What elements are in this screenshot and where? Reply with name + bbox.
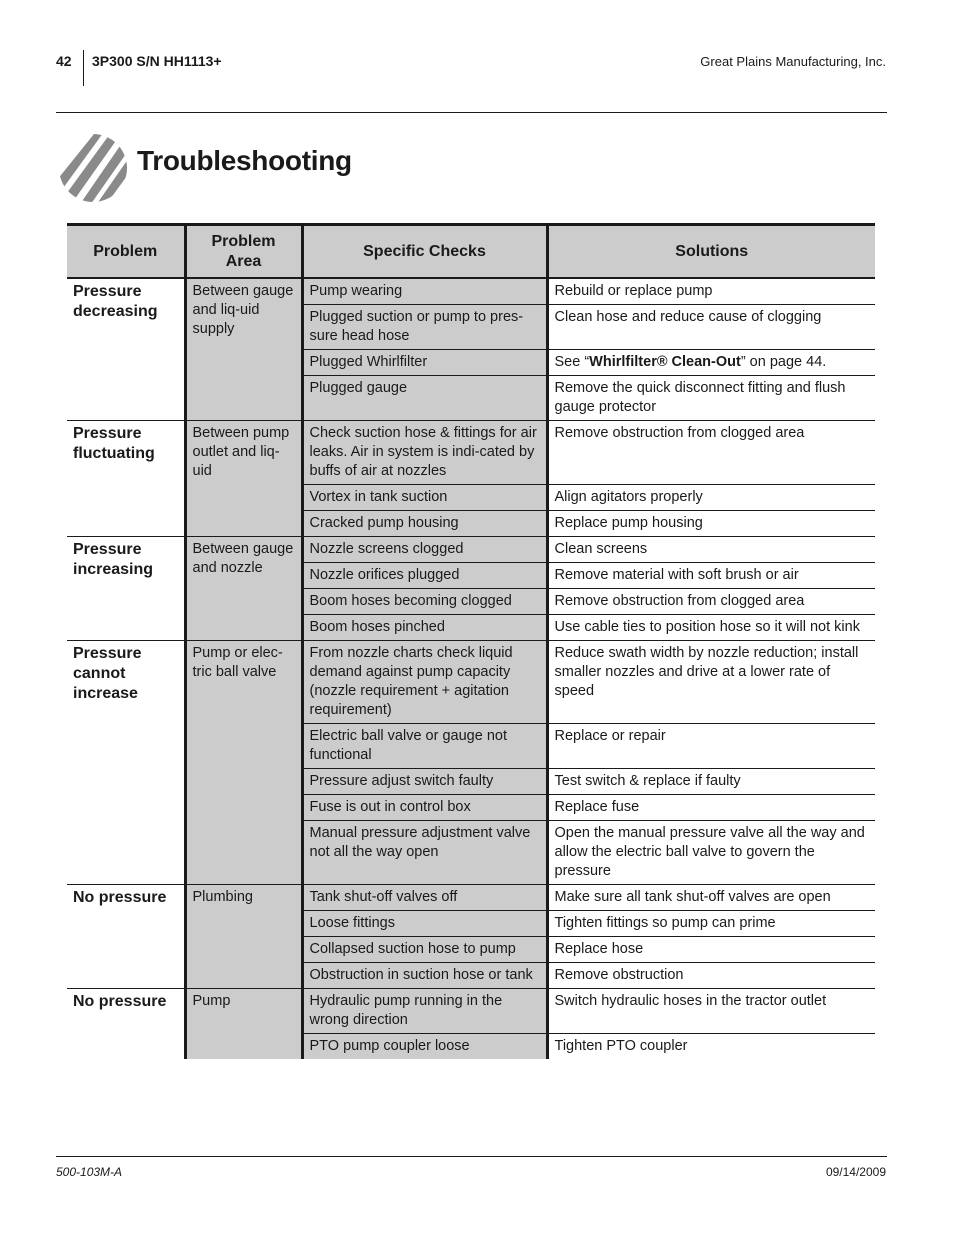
header-rule <box>56 112 887 113</box>
specific-check-cell: Cracked pump housing <box>302 511 547 537</box>
table-row <box>67 537 875 563</box>
specific-check-cell: Plugged gauge <box>302 376 547 421</box>
problem-area-cell: Between pump outlet and liq-uid <box>185 421 302 537</box>
page-number: 42 <box>56 53 72 69</box>
solution-cell: Rebuild or replace pump <box>547 278 875 305</box>
specific-check-cell: Tank shut-off valves off <box>302 885 547 911</box>
specific-check-cell: Fuse is out in control box <box>302 795 547 821</box>
table-row <box>67 641 875 724</box>
col-header-problem: Problem <box>67 225 185 279</box>
problem-cell: Pressure increasing <box>67 537 185 641</box>
solution-cell: Replace hose <box>547 937 875 963</box>
table-header-row <box>67 225 875 279</box>
company-name: Great Plains Manufacturing, Inc. <box>700 54 886 69</box>
specific-check-cell: Collapsed suction hose to pump <box>302 937 547 963</box>
table-row <box>67 278 875 305</box>
problem-cell: No pressure <box>67 885 185 989</box>
problem-cell: Pressure decreasing <box>67 278 185 421</box>
solution-cell: Align agitators properly <box>547 485 875 511</box>
specific-check-cell: Plugged suction or pump to pres-sure head hose <box>302 305 547 350</box>
problem-cell: Pressure fluctuating <box>67 421 185 537</box>
great-plains-stripes-logo-icon <box>58 133 128 203</box>
page-title: Troubleshooting <box>137 145 352 176</box>
solution-cell: Make sure all tank shut-off valves are open <box>547 885 875 911</box>
solution-cell: Remove obstruction <box>547 963 875 989</box>
problem-area-cell: Plumbing <box>185 885 302 989</box>
solution-cell: Test switch & replace if faulty <box>547 769 875 795</box>
model-label: 3P300 S/N HH1113+ <box>92 53 222 69</box>
specific-check-cell: Check suction hose & fittings for air leaks. Air in system is indi-cated by buffs of air at nozzles <box>302 421 547 485</box>
solution-cell: Replace pump housing <box>547 511 875 537</box>
problem-area-cell: Between gauge and nozzle <box>185 537 302 641</box>
troubleshooting-table <box>67 223 875 1059</box>
solution-cell: Remove the quick disconnect fitting and flush gauge protector <box>547 376 875 421</box>
problem-cell: No pressure <box>67 989 185 1060</box>
solution-cell: Clean hose and reduce cause of clogging <box>547 305 875 350</box>
problem-cell: Pressure cannot increase <box>67 641 185 885</box>
specific-check-cell: From nozzle charts check liquid demand against pump capacity (nozzle requirement + agitation requirement) <box>302 641 547 724</box>
footer-date: 09/14/2009 <box>825 1165 886 1179</box>
footer-rule <box>56 1156 887 1157</box>
solution-cell: Clean screens <box>547 537 875 563</box>
solution-cell: Replace or repair <box>547 724 875 769</box>
table-row <box>67 989 875 1034</box>
solution-cell: Switch hydraulic hoses in the tractor outlet <box>547 989 875 1034</box>
specific-check-cell: Vortex in tank suction <box>302 485 547 511</box>
solution-cell: Remove obstruction from clogged area <box>547 421 875 485</box>
solution-cell <box>547 350 875 376</box>
specific-check-cell: Pump wearing <box>302 278 547 305</box>
specific-check-cell: Boom hoses pinched <box>302 615 547 641</box>
table-row <box>67 885 875 911</box>
problem-area-cell: Pump or elec-tric ball valve <box>185 641 302 885</box>
solution-cell: Remove material with soft brush or air <box>547 563 875 589</box>
specific-check-cell: PTO pump coupler loose <box>302 1034 547 1060</box>
solution-text: ” on page 44. <box>740 354 827 370</box>
problem-area-cell: Between gauge and liq-uid supply <box>185 278 302 421</box>
specific-check-cell: Loose fittings <box>302 911 547 937</box>
solution-cell: Tighten PTO coupler <box>547 1034 875 1060</box>
specific-check-cell: Nozzle orifices plugged <box>302 563 547 589</box>
header-divider <box>83 50 84 86</box>
solution-cell: Replace fuse <box>547 795 875 821</box>
cross-reference-link: Whirlfilter® Clean-Out <box>589 354 741 370</box>
specific-check-cell: Electric ball valve or gauge not functional <box>302 724 547 769</box>
solution-cell: Reduce swath width by nozzle reduction; install smaller nozzles and drive at a lower rate of speed <box>547 641 875 724</box>
solution-text: See “ <box>554 354 590 370</box>
specific-check-cell: Pressure adjust switch faulty <box>302 769 547 795</box>
col-header-problem-area: Problem Area <box>185 225 302 279</box>
specific-check-cell: Boom hoses becoming clogged <box>302 589 547 615</box>
solution-cell: Use cable ties to position hose so it will not kink <box>547 615 875 641</box>
problem-area-cell: Pump <box>185 989 302 1060</box>
specific-check-cell: Hydraulic pump running in the wrong direction <box>302 989 547 1034</box>
table-row <box>67 421 875 485</box>
specific-check-cell: Obstruction in suction hose or tank <box>302 963 547 989</box>
doc-number: 500-103M-A <box>56 1165 123 1179</box>
col-header-specific-checks: Specific Checks <box>302 225 547 279</box>
solution-cell: Tighten fittings so pump can prime <box>547 911 875 937</box>
specific-check-cell: Plugged Whirlfilter <box>302 350 547 376</box>
table-body <box>67 278 875 1059</box>
solution-cell: Open the manual pressure valve all the way and allow the electric ball valve to govern the pressure <box>547 821 875 885</box>
specific-check-cell: Nozzle screens clogged <box>302 537 547 563</box>
specific-check-cell: Manual pressure adjustment valve not all the way open <box>302 821 547 885</box>
solution-cell: Remove obstruction from clogged area <box>547 589 875 615</box>
col-header-solutions: Solutions <box>547 225 875 279</box>
